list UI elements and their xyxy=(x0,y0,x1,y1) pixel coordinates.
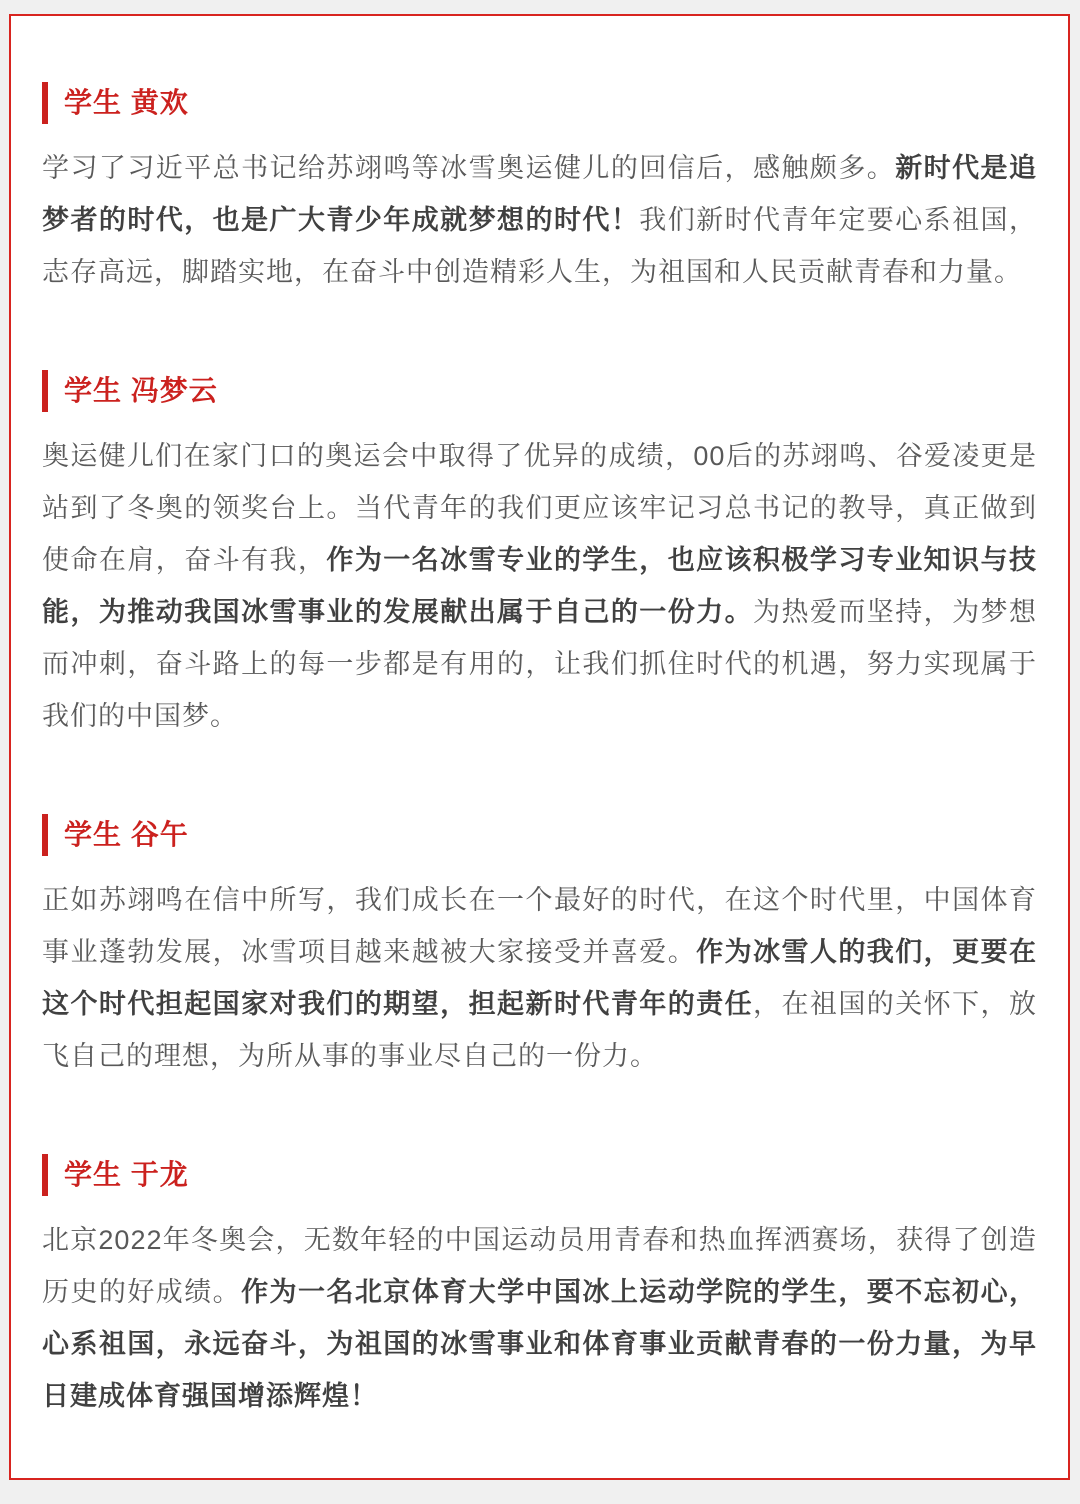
text-run: 奥运健儿们在家门口的奥运会中取得了优异的成绩，00后的苏翊鸣、谷爱凌更是站到了冬奥的领奖台上。当代青年的我们更应该牢记习总书记的教导，真正做到使命在肩，奋斗有我， xyxy=(42,441,1037,575)
section-header xyxy=(42,814,1037,856)
text-run: 作为冰雪人的我们，更要在这个时代担起国家对我们的期望，担起新时代青年的责任 xyxy=(42,937,1038,1019)
section-header xyxy=(42,370,1037,412)
text-run: ，在祖国的关怀下，放飞自己的理想，为所从事的事业尽自己的一份力。 xyxy=(42,989,1038,1071)
text-run: 学习了习近平总书记给苏翊鸣等冰雪奥运健儿的回信后，感触颇多。 xyxy=(42,153,896,183)
section-paragraph xyxy=(42,430,1037,742)
section-title: 学生 谷午 xyxy=(64,819,189,850)
text-run: 新时代是追梦者的时代，也是广大青少年成就梦想的时代！ xyxy=(42,153,1037,235)
section-header xyxy=(42,1154,1037,1196)
student-section xyxy=(42,370,1037,742)
section-paragraph xyxy=(42,142,1037,298)
accent-bar xyxy=(42,1154,48,1196)
accent-bar xyxy=(42,370,48,412)
text-run: 作为一名冰雪专业的学生，也应该积极学习专业知识与技能，为推动我国冰雪事业的发展献出属于自己的一份力。 xyxy=(42,545,1038,627)
accent-bar xyxy=(42,814,48,856)
section-title: 学生 黄欢 xyxy=(64,87,189,118)
text-run: 作为一名北京体育大学中国冰上运动学院的学生，要不忘初心，心系祖国，永远奋斗，为祖国的冰雪事业和体育事业贡献青春的一份力量，为早日建成体育强国增添辉煌！ xyxy=(42,1277,1038,1411)
sections-container xyxy=(42,82,1037,1422)
section-paragraph xyxy=(42,1214,1037,1422)
section-title: 学生 于龙 xyxy=(64,1159,189,1190)
article-card xyxy=(9,14,1070,1480)
student-section xyxy=(42,1154,1037,1422)
accent-bar xyxy=(42,82,48,124)
section-paragraph xyxy=(42,874,1037,1082)
text-run: 我们新时代青年定要心系祖国，志存高远，脚踏实地，在奋斗中创造精彩人生，为祖国和人民贡献青春和力量。 xyxy=(42,205,1038,287)
student-section xyxy=(42,814,1037,1082)
text-run: 为热爱而坚持，为梦想而冲刺，奋斗路上的每一步都是有用的，让我们抓住时代的机遇，努力实现属于我们的中国梦。 xyxy=(42,597,1038,731)
section-title: 学生 冯梦云 xyxy=(64,375,218,406)
section-header xyxy=(42,82,1037,124)
text-run: 正如苏翊鸣在信中所写，我们成长在一个最好的时代，在这个时代里，中国体育事业蓬勃发展，冰雪项目越来越被大家接受并喜爱。 xyxy=(42,885,1037,967)
student-section xyxy=(42,82,1037,298)
text-run: 北京2022年冬奥会，无数年轻的中国运动员用青春和热血挥洒赛场，获得了创造历史的好成绩。 xyxy=(42,1225,1037,1307)
